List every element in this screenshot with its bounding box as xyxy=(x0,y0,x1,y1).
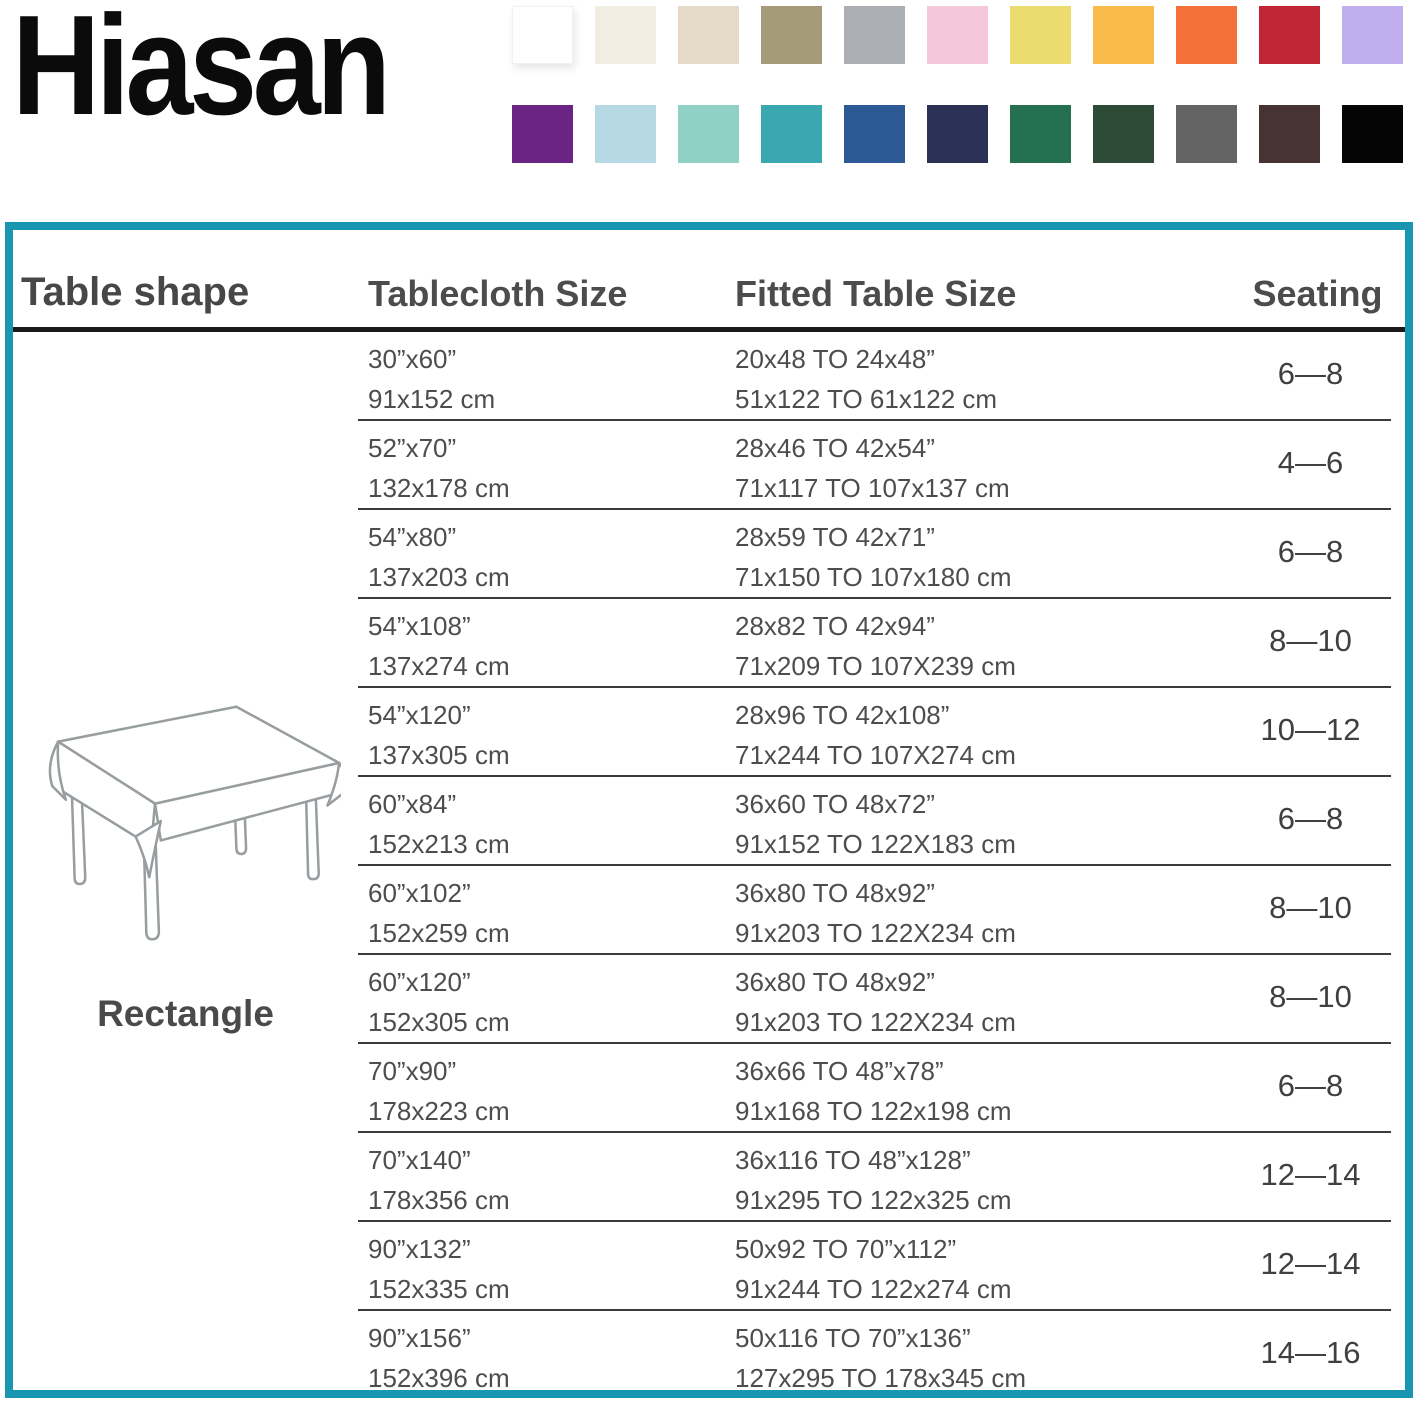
column-header-fitted-table-size: Fitted Table Size xyxy=(735,273,1017,314)
table-row xyxy=(358,953,1391,1042)
fitted-size-cm: 71x117 TO 107x137 cm xyxy=(735,473,1010,503)
tablecloth-size-cm: 152x213 cm xyxy=(368,829,510,859)
tablecloth-size-inches: 60”x102” xyxy=(368,878,471,908)
fitted-size-cm: 91x152 TO 122X183 cm xyxy=(735,829,1016,859)
seating-capacity: 6—8 xyxy=(1277,356,1344,391)
fitted-size-inches: 50x92 TO 70”x112” xyxy=(735,1234,957,1264)
tablecloth-size-cm: 178x356 cm xyxy=(368,1185,510,1215)
shape-label: Rectangle xyxy=(97,993,274,1034)
seating-capacity: 8—10 xyxy=(1269,890,1352,925)
color-swatch-grid xyxy=(512,6,1403,163)
seating-capacity: 14—16 xyxy=(1260,1335,1361,1370)
fitted-size-inches: 36x80 TO 48x92” xyxy=(735,878,935,908)
fitted-size-inches: 20x48 TO 24x48” xyxy=(735,344,935,374)
swatch-teal xyxy=(761,105,822,163)
size-chart-header xyxy=(13,230,1405,332)
tablecloth-size-inches: 70”x90” xyxy=(368,1056,457,1086)
fitted-size-inches: 36x60 TO 48x72” xyxy=(735,789,935,819)
seating-capacity: 6—8 xyxy=(1277,1068,1344,1103)
tablecloth-size-inches: 70”x140” xyxy=(368,1145,471,1175)
hiasan-logo: Hiasan xyxy=(12,0,387,145)
swatch-gray xyxy=(844,6,905,64)
swatch-brown xyxy=(1259,105,1320,163)
fitted-size-cm: 91x203 TO 122X234 cm xyxy=(735,1007,1016,1037)
fitted-size-cm: 91x244 TO 122x274 cm xyxy=(735,1274,1012,1304)
tablecloth-size-inches: 54”x108” xyxy=(368,611,471,641)
swatch-beige xyxy=(678,6,739,64)
table-row xyxy=(358,332,1391,419)
tablecloth-size-cm: 137x203 cm xyxy=(368,562,510,592)
swatch-lavender xyxy=(1342,6,1403,64)
tablecloth-size-cm: 152x396 cm xyxy=(368,1363,510,1393)
swatch-black xyxy=(1342,105,1403,163)
swatch-forest-green xyxy=(1093,105,1154,163)
tablecloth-size-cm: 152x335 cm xyxy=(368,1274,510,1304)
swatch-orange xyxy=(1176,6,1237,64)
fitted-size-inches: 36x116 TO 48”x128” xyxy=(735,1145,971,1175)
tablecloth-size-cm: 91x152 cm xyxy=(368,384,496,414)
fitted-size-cm: 91x203 TO 122X234 cm xyxy=(735,918,1016,948)
table-row xyxy=(358,419,1391,508)
tablecloth-size-cm: 178x223 cm xyxy=(368,1096,510,1126)
fitted-size-cm: 71x244 TO 107X274 cm xyxy=(735,740,1016,770)
fitted-size-cm: 51x122 TO 61x122 cm xyxy=(735,384,998,414)
swatch-khaki xyxy=(761,6,822,64)
rectangle-table-illustration xyxy=(31,687,341,957)
fitted-size-cm: 71x209 TO 107X239 cm xyxy=(735,651,1016,681)
column-header-tablecloth-size: Tablecloth Size xyxy=(368,273,628,314)
table-row xyxy=(358,1042,1391,1131)
swatch-red xyxy=(1259,6,1320,64)
tablecloth-size-cm: 152x305 cm xyxy=(368,1007,510,1037)
tablecloth-size-inches: 54”x120” xyxy=(368,700,471,730)
seating-capacity: 6—8 xyxy=(1277,534,1344,569)
tablecloth-size-cm: 137x274 cm xyxy=(368,651,510,681)
swatch-purple xyxy=(512,105,573,163)
tablecloth-size-inches: 90”x132” xyxy=(368,1234,471,1264)
seating-capacity: 10—12 xyxy=(1260,712,1361,747)
table-row xyxy=(358,1220,1391,1309)
swatch-ivory xyxy=(595,6,656,64)
fitted-size-inches: 36x80 TO 48x92” xyxy=(735,967,935,997)
table-row xyxy=(358,864,1391,953)
seating-capacity: 6—8 xyxy=(1277,801,1344,836)
tablecloth-size-inches: 60”x120” xyxy=(368,967,471,997)
tablecloth-size-inches: 60”x84” xyxy=(368,789,457,819)
column-header-seating: Seating xyxy=(1252,273,1383,314)
fitted-size-inches: 28x46 TO 42x54” xyxy=(735,433,935,463)
table-shape-cell xyxy=(13,332,358,1390)
tablecloth-size-cm: 132x178 cm xyxy=(368,473,510,503)
swatch-pink xyxy=(927,6,988,64)
seating-capacity: 4—6 xyxy=(1277,445,1344,480)
table-row xyxy=(358,775,1391,864)
tablecloth-size-inches: 30”x60” xyxy=(368,344,457,374)
seating-capacity: 12—14 xyxy=(1260,1157,1361,1192)
table-row xyxy=(358,597,1391,686)
fitted-size-inches: 28x82 TO 42x94” xyxy=(735,611,935,641)
fitted-size-inches: 28x59 TO 42x71” xyxy=(735,522,935,552)
swatch-blue xyxy=(844,105,905,163)
fitted-size-inches: 50x116 TO 70”x136” xyxy=(735,1323,971,1353)
table-row xyxy=(358,508,1391,597)
tablecloth-size-cm: 137x305 cm xyxy=(368,740,510,770)
swatch-yellow xyxy=(1010,6,1071,64)
tablecloth-size-inches: 52”x70” xyxy=(368,433,457,463)
fitted-size-inches: 28x96 TO 42x108” xyxy=(735,700,950,730)
swatch-gold xyxy=(1093,6,1154,64)
swatch-navy xyxy=(927,105,988,163)
size-chart xyxy=(5,222,1413,1398)
seating-capacity: 12—14 xyxy=(1260,1246,1361,1281)
swatch-green xyxy=(1010,105,1071,163)
tablecloth-size-inches: 54”x80” xyxy=(368,522,457,552)
swatch-dark-gray xyxy=(1176,105,1237,163)
tablecloth-size-cm: 152x259 cm xyxy=(368,918,510,948)
table-row xyxy=(358,1131,1391,1220)
swatch-aqua xyxy=(678,105,739,163)
seating-capacity: 8—10 xyxy=(1269,979,1352,1014)
fitted-size-cm: 91x295 TO 122x325 cm xyxy=(735,1185,1012,1215)
column-header-table-shape: Table shape xyxy=(21,270,250,314)
fitted-size-cm: 71x150 TO 107x180 cm xyxy=(735,562,1012,592)
size-chart-rows xyxy=(358,332,1391,1393)
swatch-light-blue xyxy=(595,105,656,163)
seating-capacity: 8—10 xyxy=(1269,623,1352,658)
fitted-size-cm: 91x168 TO 122x198 cm xyxy=(735,1096,1012,1126)
fitted-size-inches: 36x66 TO 48”x78” xyxy=(735,1056,944,1086)
table-row xyxy=(358,686,1391,775)
table-row xyxy=(358,1309,1391,1398)
swatch-white xyxy=(512,6,573,64)
tablecloth-size-inches: 90”x156” xyxy=(368,1323,471,1353)
fitted-size-cm: 127x295 TO 178x345 cm xyxy=(735,1363,1027,1393)
